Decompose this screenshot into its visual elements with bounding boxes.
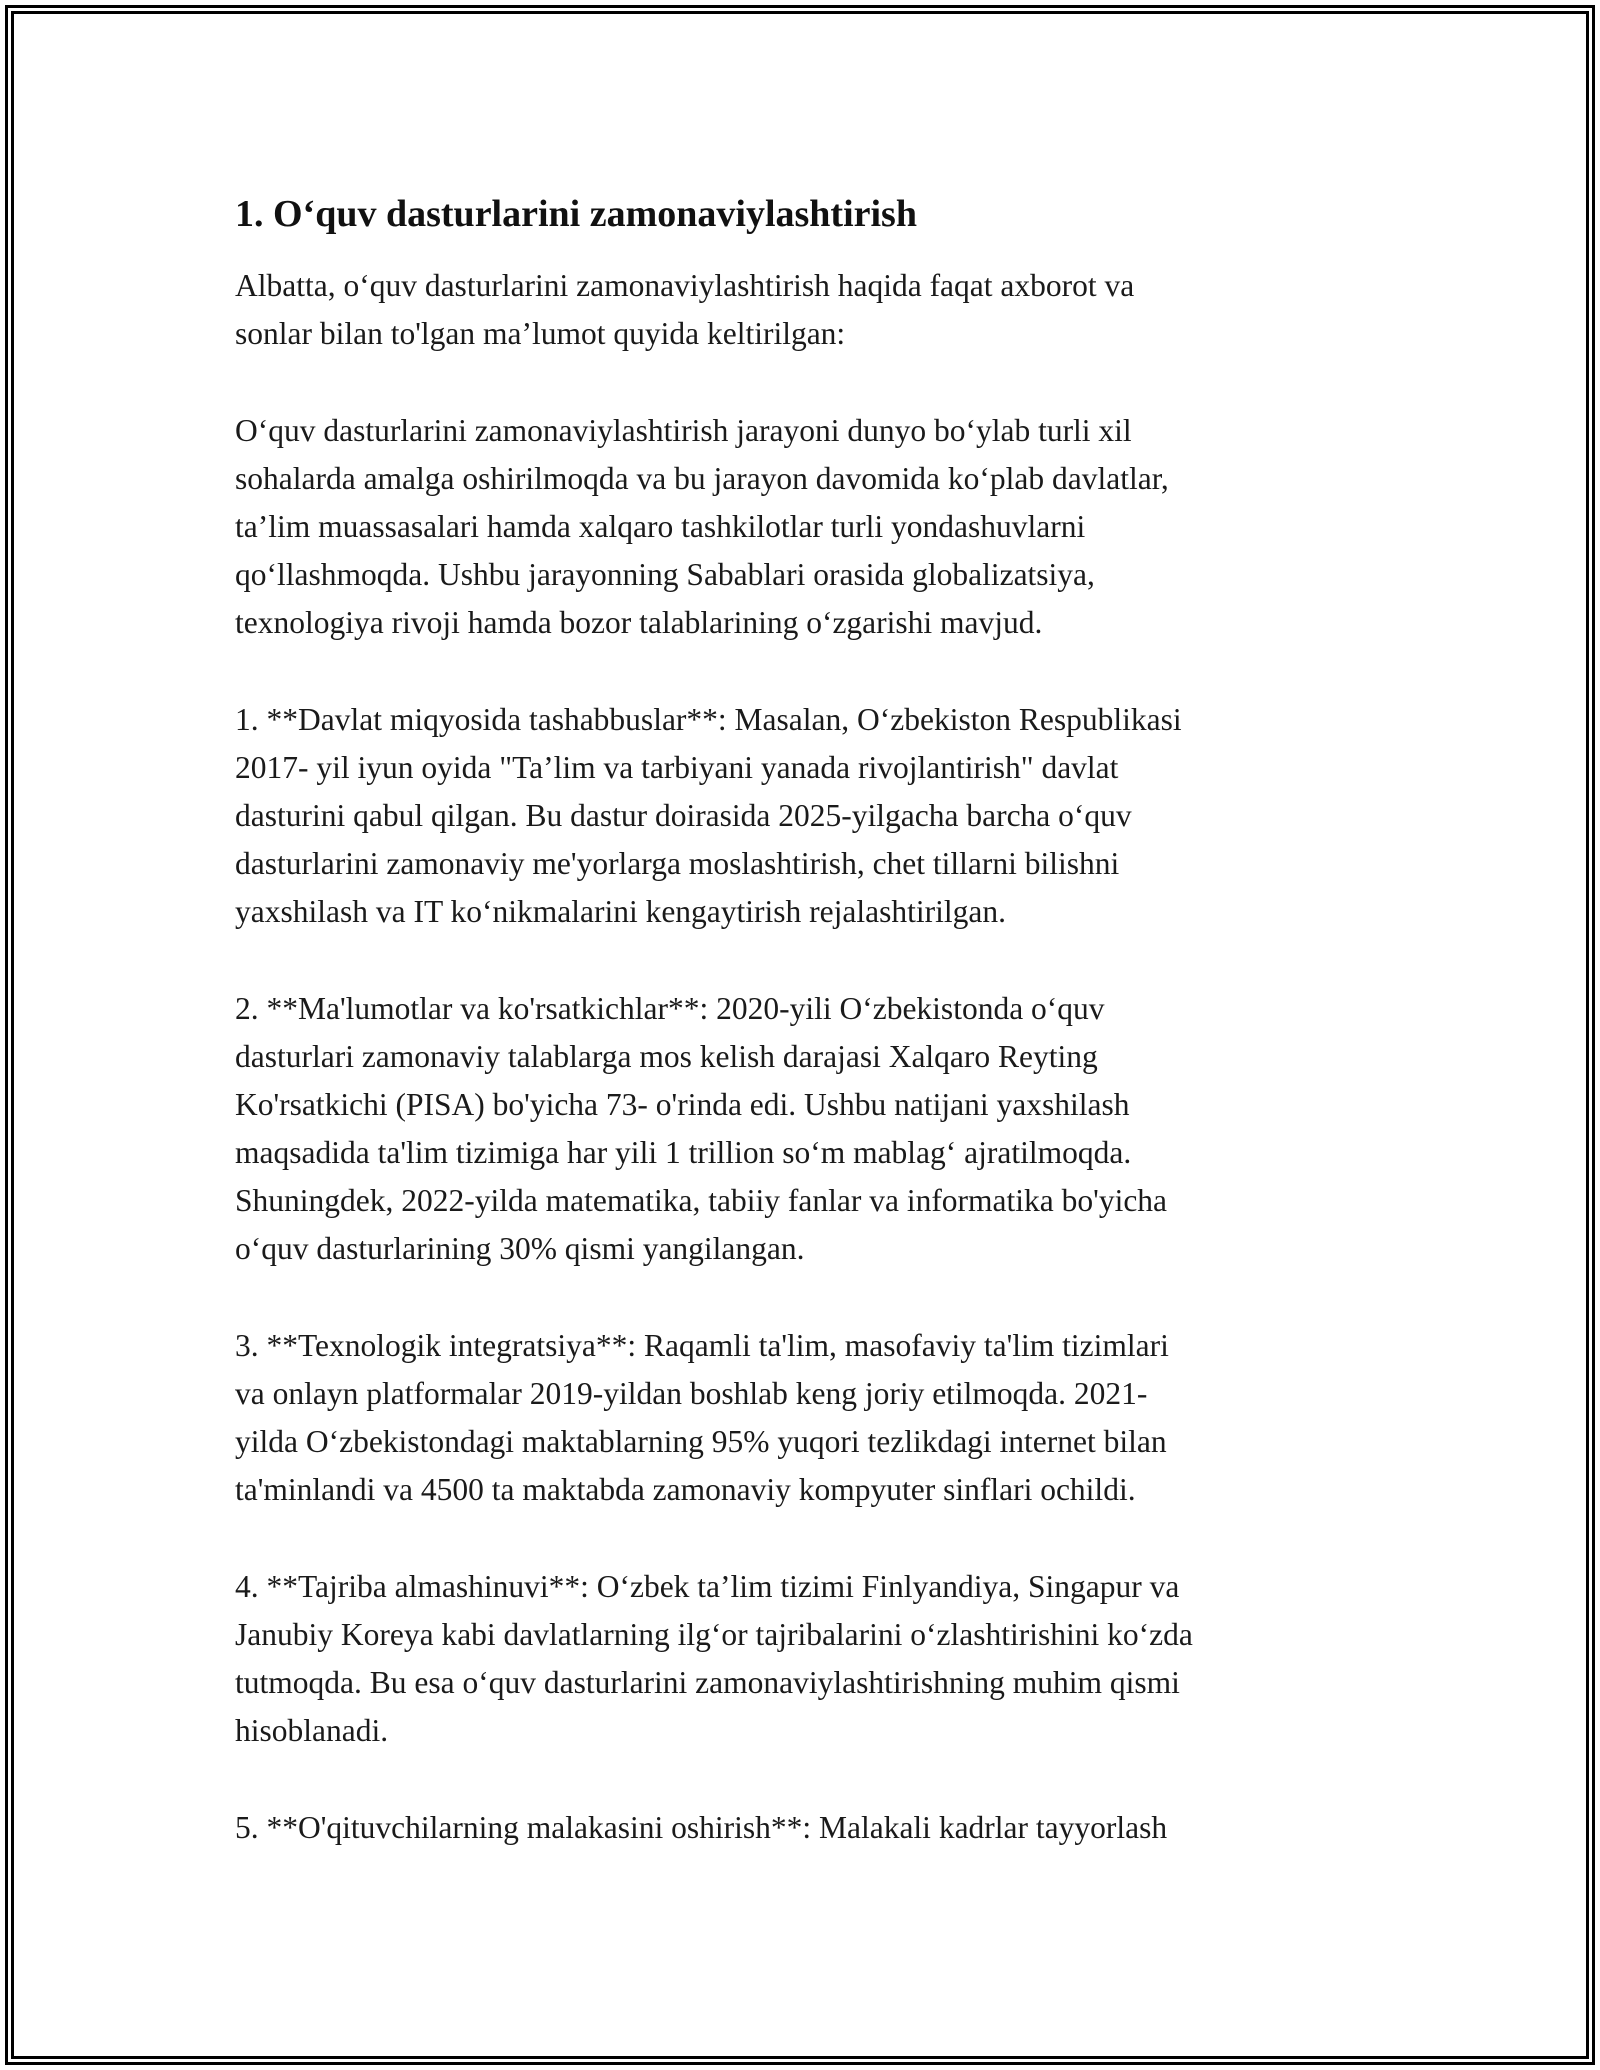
list-item-state-initiatives: 1. **Davlat miqyosida tashabbuslar**: Masalan, O‘zbekiston Respublikasi 2017- yil iyun oyida "Ta’lim va tarbiyani yanada rivojlantirish" davlat dasturini qabul qilgan. Bu dastur doirasida 2025-yilgacha barcha o‘quv dasturlarini zamonaviy me'yorlarga moslashtirish, chet tillarni bilishni yaxshilash va IT ko‘nikmalarini kengaytirish rejalashtirilgan. — [235, 702, 1182, 929]
list-item-teacher-qualification: 5. **O'qituvchilarning malakasini oshirish**: Malakali kadrlar tayyorlash — [235, 1810, 1168, 1845]
overview-paragraph: O‘quv dasturlarini zamonaviylashtirish jarayoni dunyo bo‘ylab turli xil sohalarda amalga oshirilmoqda va bu jarayon davomida ko‘plab davlatlar, ta’lim muassasalari hamda xalqaro tashkilotlar turli yondashuvlarni qo‘llashmoqda. Ushbu jarayonning Sabablari orasida globalizatsiya, texnologiya rivoji hamda bozor talablarining o‘zgarishi mavjud. — [235, 413, 1169, 640]
list-item-tech-integration: 3. **Texnologik integratsiya**: Raqamli ta'lim, masofaviy ta'lim tizimlari va onlayn platformalar 2019-yildan boshlab keng joriy etilmoqda. 2021- yilda O‘zbekistondagi maktablarning 95% yuqori tezlikdagi internet bilan ta'minlandi va 4500 ta maktabda zamonaviy kompyuter sinflari ochildi. — [235, 1328, 1169, 1507]
list-item-data-indicators: 2. **Ma'lumotlar va ko'rsatkichlar**: 2020-yili O‘zbekistonda o‘quv dasturlari zamonaviy talablarga mos kelish darajasi Xalqaro Reyting Ko'rsatkichi (PISA) bo'yicha 73- o'rinda edi. Ushbu natijani yaxshilash maqsadida ta'lim tizimiga har yili 1 trillion so‘m mablag‘ ajratilmoqda. Shuningdek, 2022-yilda matematika, tabiiy fanlar va informatika bo'yicha o‘quv dasturlarining 30% qismi yangilangan. — [235, 991, 1168, 1266]
list-item-experience-exchange: 4. **Tajriba almashinuvi**: O‘zbek ta’lim tizimi Finlyandiya, Singapur va Janubiy Koreya kabi davlatlarning ilg‘or tajribalarini o‘zlashtirishini ko‘zda tutmoqda. Bu esa o‘quv dasturlarini zamonaviylashtirishning muhim qismi hisoblanadi. — [235, 1569, 1193, 1748]
document-title: 1. O‘quv dasturlarini zamonaviylashtirish — [235, 193, 917, 235]
intro-paragraph: Albatta, o‘quv dasturlarini zamonaviylashtirish haqida faqat axborot va sonlar bilan to'lgan ma’lumot quyida keltirilgan: — [235, 268, 1135, 351]
document-body — [235, 186, 1375, 1852]
